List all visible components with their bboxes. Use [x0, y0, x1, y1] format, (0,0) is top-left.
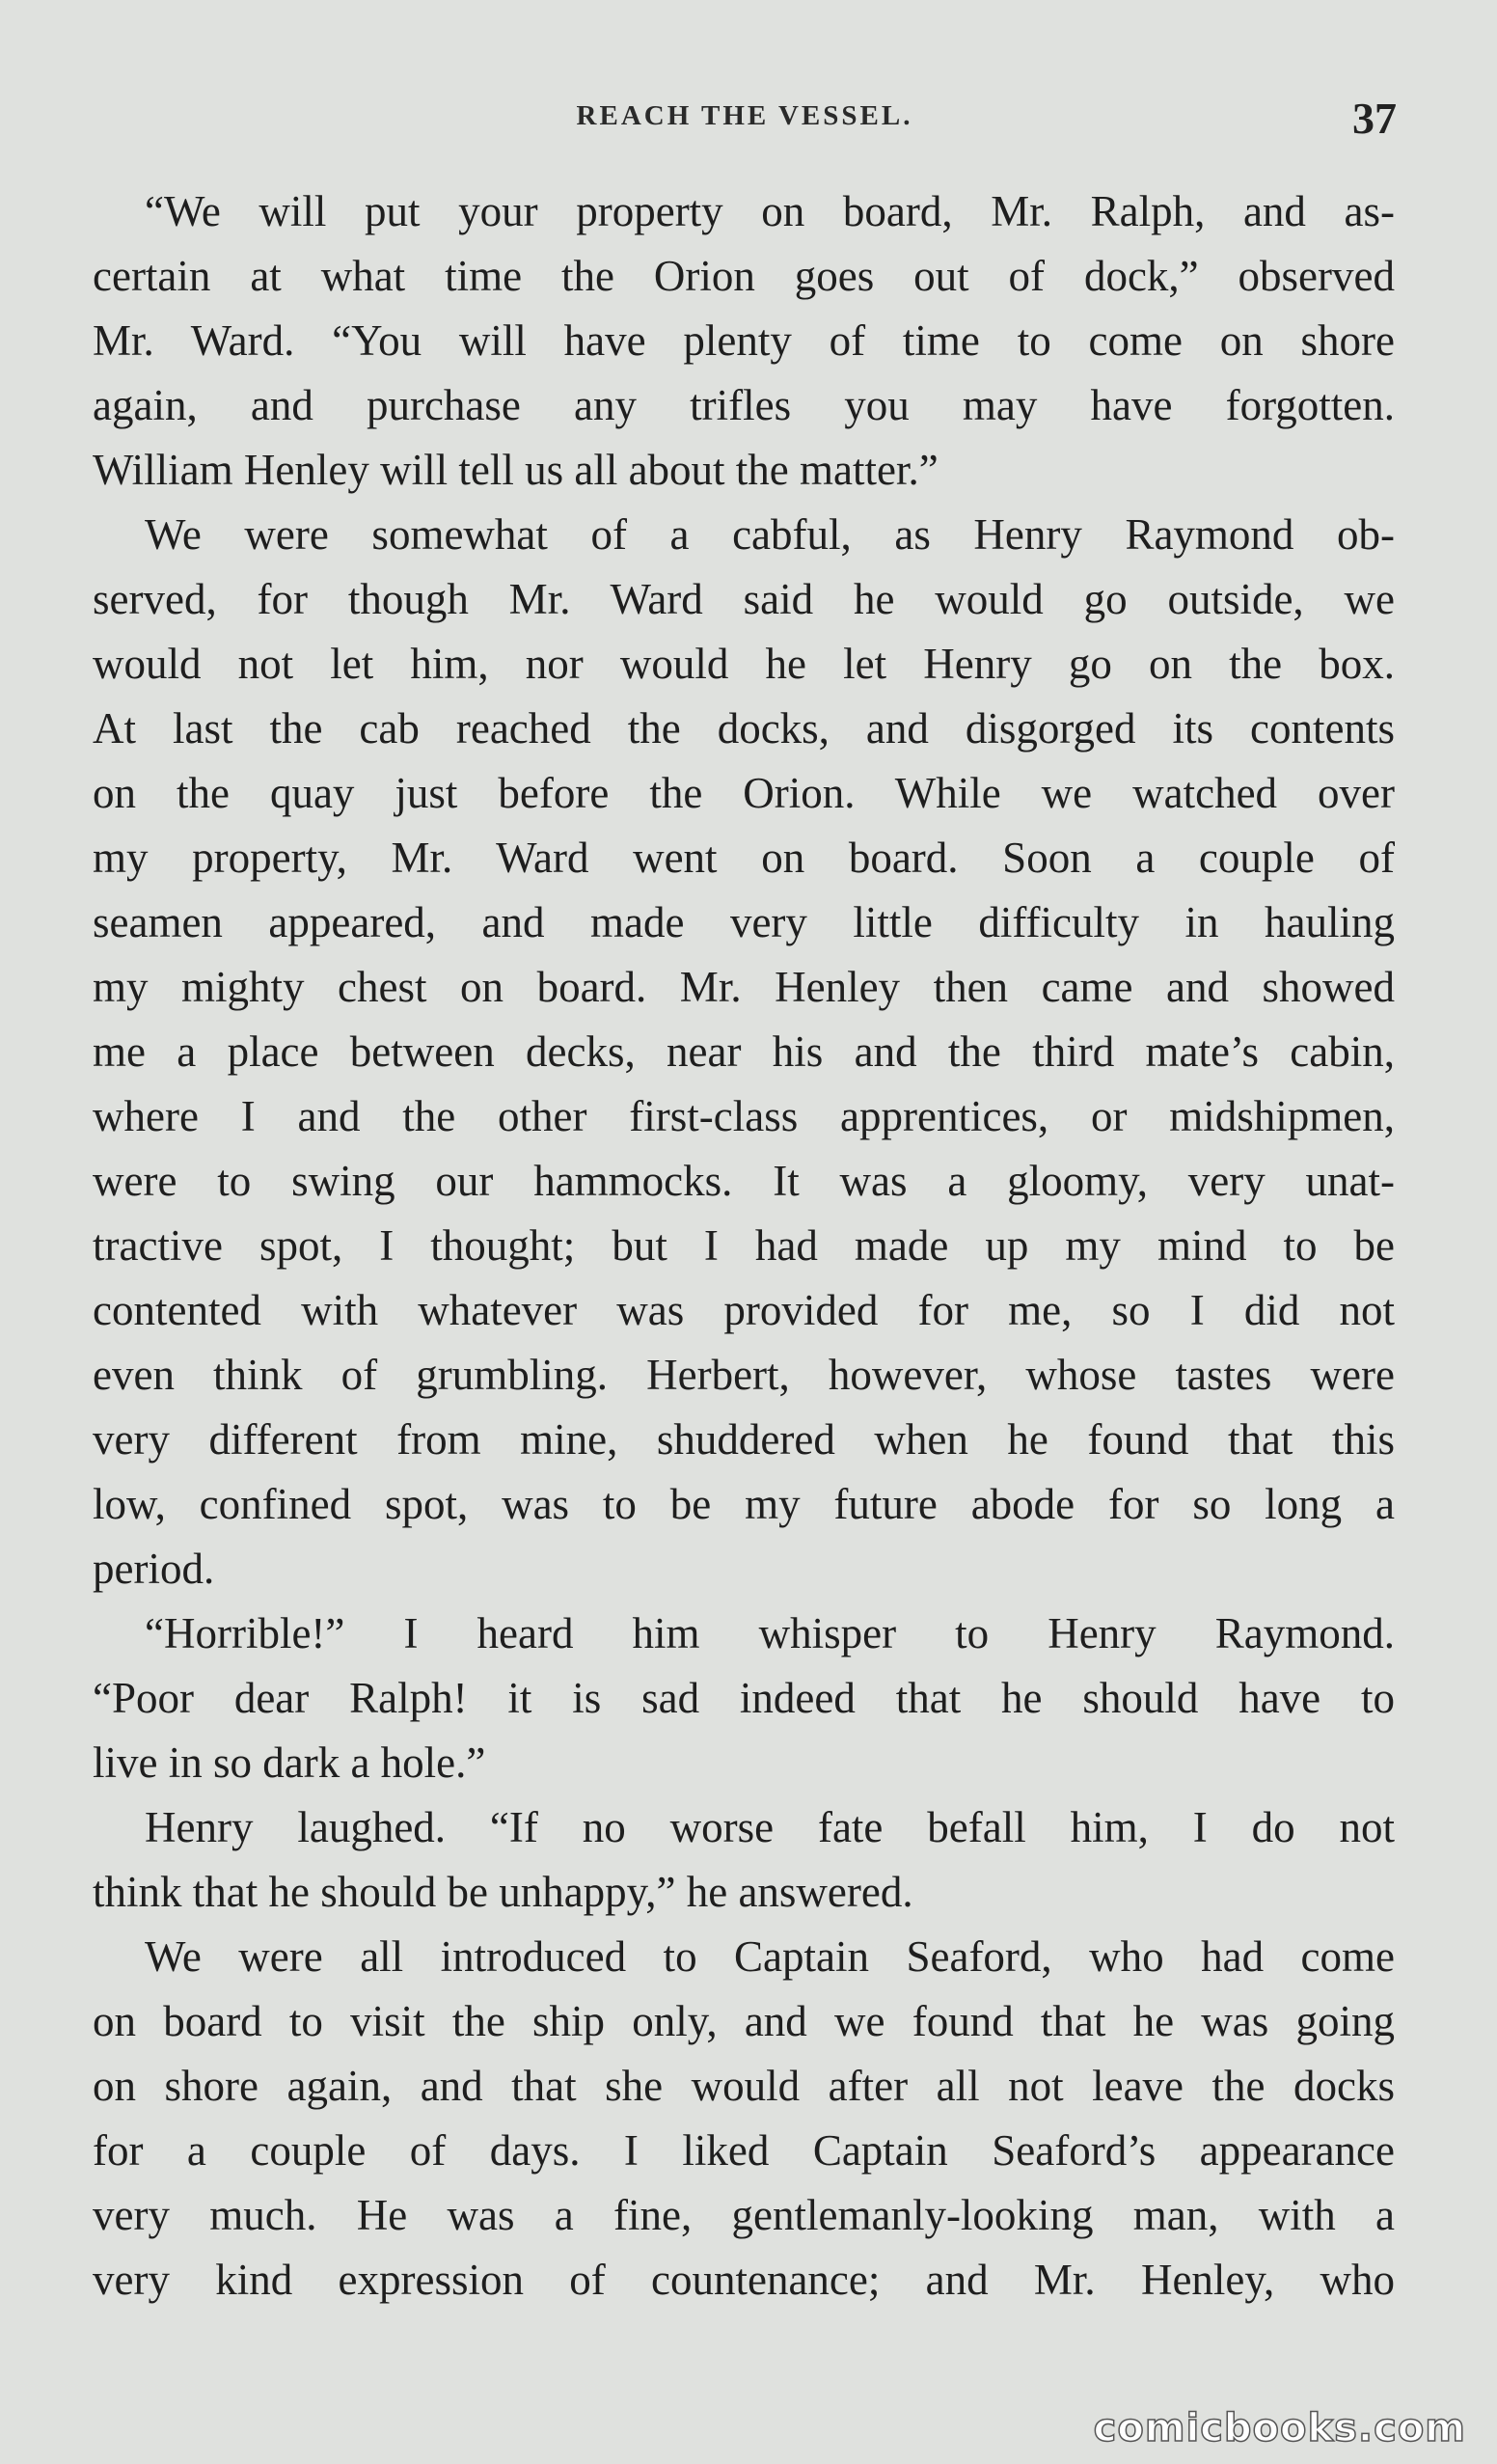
text-line: my property, Mr. Ward went on board. Soon a couple of: [93, 834, 1395, 882]
text-line: Mr. Ward. “You will have plenty of time to come on shore: [93, 316, 1395, 365]
body-text: [93, 179, 1395, 2313]
text-line: certain at what time the Orion goes out of dock,” observed: [93, 252, 1395, 300]
text-line: tractive spot, I thought; but I had made up my mind to be: [93, 1221, 1395, 1270]
text-line: on board to visit the ship only, and we found that he was going: [93, 1997, 1395, 2045]
text-line: very kind expression of countenance; and Mr. Henley, who: [93, 2256, 1395, 2304]
text-line: my mighty chest on board. Mr. Henley then came and showed: [93, 963, 1395, 1011]
text-line: We were all introduced to Captain Seaford, who had come: [145, 1932, 1395, 1981]
text-line: contented with whatever was provided for me, so I did not: [93, 1286, 1395, 1334]
text-line: on shore again, and that she would after all not leave the docks: [93, 2062, 1395, 2110]
text-line: seamen appeared, and made very little difficulty in hauling: [93, 898, 1395, 946]
text-line: We were somewhat of a cabful, as Henry Raymond ob-: [145, 510, 1395, 559]
text-line: low, confined spot, was to be my future abode for so long a: [93, 1480, 1395, 1528]
running-head: [93, 93, 1397, 151]
text-line: were to swing our hammocks. It was a gloomy, very unat-: [93, 1157, 1395, 1205]
text-line: “Poor dear Ralph! it is sad indeed that he should have to: [93, 1674, 1395, 1722]
text-line: “Horrible!” I heard him whisper to Henry Raymond.: [145, 1609, 1395, 1657]
watermark: comicbooks.com: [1093, 2406, 1466, 2450]
running-title: REACH THE VESSEL.: [576, 100, 913, 131]
text-line: very different from mine, shuddered when he found that this: [93, 1415, 1395, 1464]
text-line: for a couple of days. I liked Captain Seaford’s appearance: [93, 2126, 1395, 2175]
text-line: Henry laughed. “If no worse fate befall him, I do not: [145, 1803, 1395, 1851]
text-line: At last the cab reached the docks, and disgorged its contents: [93, 704, 1395, 753]
text-line: very much. He was a fine, gentlemanly-looking man, with a: [93, 2191, 1395, 2239]
text-line: even think of grumbling. Herbert, however, whose tastes were: [93, 1351, 1395, 1399]
text-line: me a place between decks, near his and the third mate’s cabin,: [93, 1027, 1395, 1076]
text-line: would not let him, nor would he let Henry go on the box.: [93, 640, 1395, 688]
text-line: live in so dark a hole.”: [93, 1738, 486, 1787]
text-line: served, for though Mr. Ward said he would go outside, we: [93, 575, 1395, 623]
text-line: where I and the other first-class apprentices, or midshipmen,: [93, 1092, 1395, 1140]
text-line: on the quay just before the Orion. While we watched over: [93, 769, 1395, 817]
page-number: 37: [1352, 94, 1397, 143]
text-line: William Henley will tell us all about the matter.”: [93, 446, 939, 494]
text-line: period.: [93, 1545, 215, 1593]
text-line: think that he should be unhappy,” he answered.: [93, 1868, 913, 1916]
text-line: again, and purchase any trifles you may have forgotten.: [93, 381, 1395, 429]
text-line: “We will put your property on board, Mr. Ralph, and as-: [145, 187, 1395, 235]
